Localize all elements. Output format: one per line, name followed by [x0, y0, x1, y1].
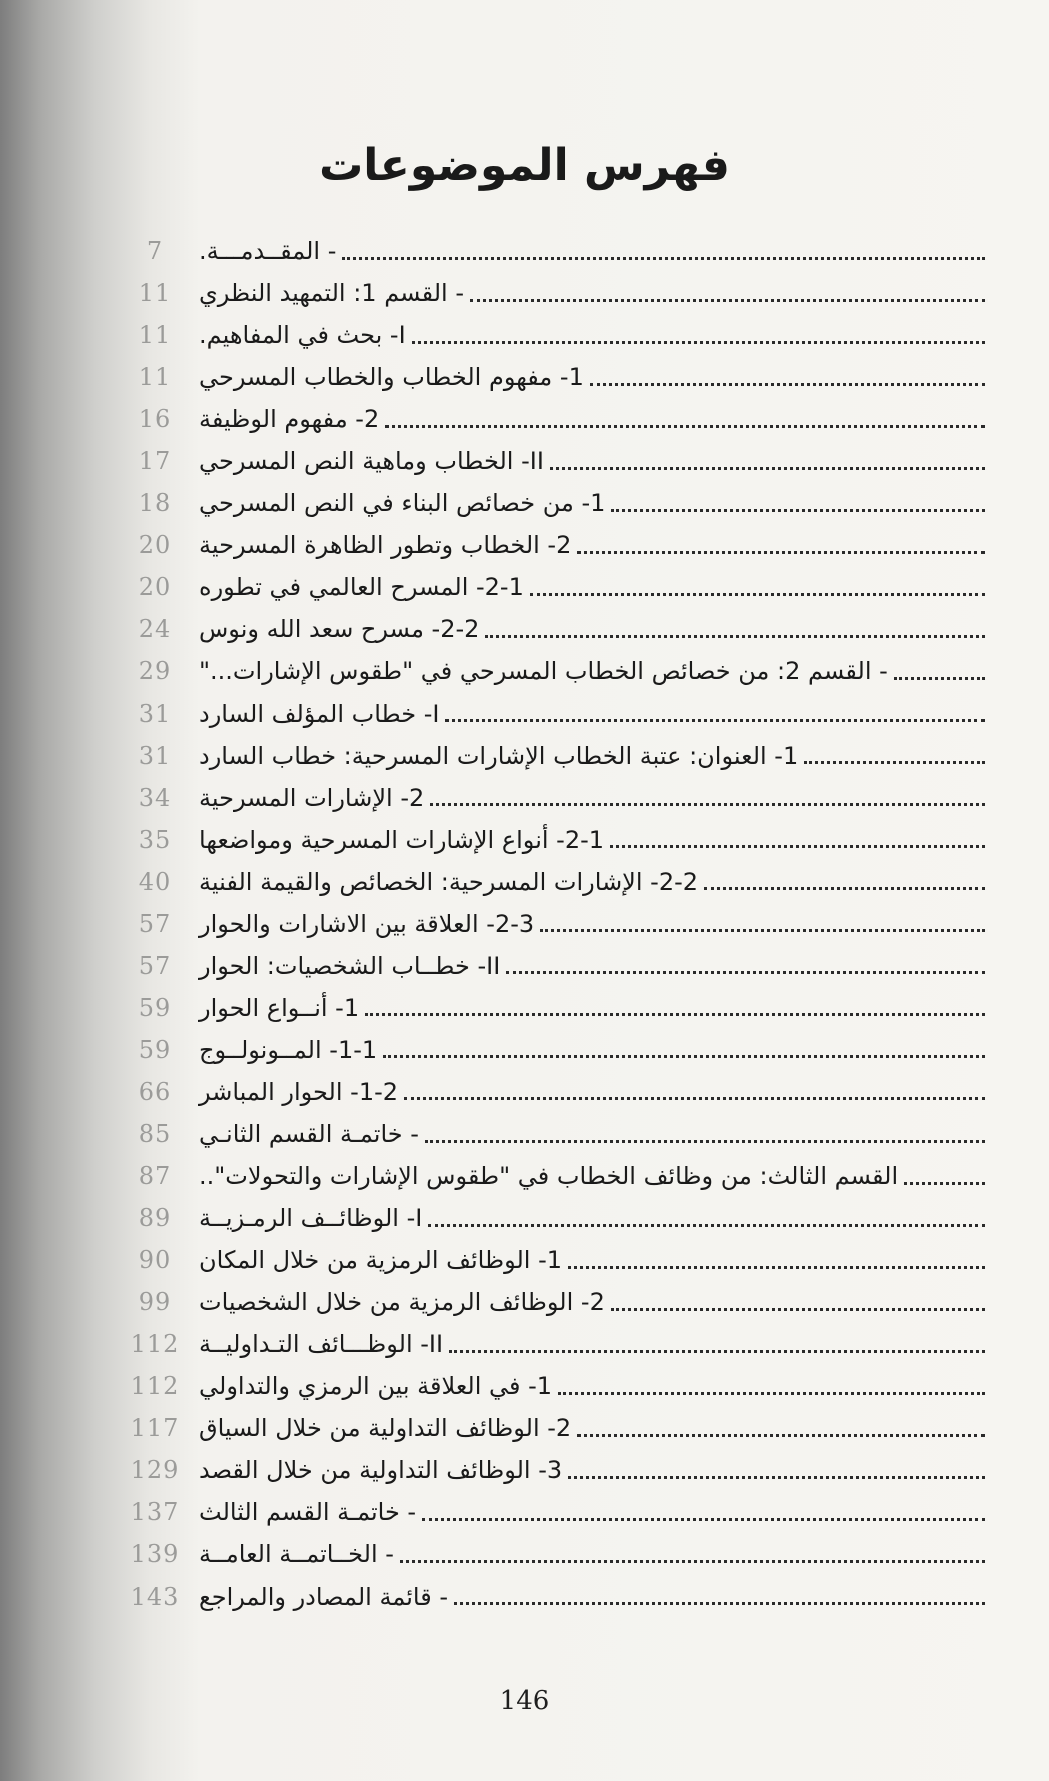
- toc-entry-line: [195, 524, 985, 566]
- dot-leader: [558, 1392, 985, 1395]
- toc-entry-title: 2-3- العلاقة بين الاشارات والحوار: [199, 909, 535, 938]
- toc-entry: [105, 1576, 985, 1618]
- toc-entry: [105, 650, 985, 692]
- toc-page-number: 57: [138, 909, 172, 938]
- toc-entry-line: [195, 903, 985, 945]
- toc-entry: [105, 230, 985, 272]
- toc-page-number: 57: [138, 951, 172, 980]
- toc-entry-line: [195, 650, 985, 692]
- toc-entry: [105, 524, 985, 566]
- toc-page-number: 117: [130, 1414, 180, 1443]
- toc-entry: [105, 314, 985, 356]
- toc-entry-line: [195, 482, 985, 524]
- toc-entry-line: [195, 987, 985, 1029]
- dot-leader: [610, 845, 985, 848]
- table-of-contents: [105, 230, 985, 1618]
- toc-page-number: 66: [138, 1077, 172, 1106]
- toc-page-number: 89: [138, 1204, 172, 1233]
- toc-entry-line: [195, 314, 985, 356]
- toc-page-number: 112: [130, 1330, 180, 1359]
- toc-entry-title: - المقــدمـــة.: [199, 237, 337, 266]
- toc-entry-title: I- الوظائــف الرمـزيــة: [199, 1204, 423, 1233]
- toc-entry-line: [195, 1491, 985, 1533]
- toc-entry: [105, 482, 985, 524]
- dot-leader: [425, 1140, 985, 1143]
- toc-entry: [105, 1239, 985, 1281]
- toc-page-number: 34: [138, 783, 172, 812]
- toc-entry-title: II- الخطاب وماهية النص المسرحي: [199, 447, 544, 476]
- toc-entry-line: [195, 819, 985, 861]
- dot-leader: [365, 1013, 985, 1016]
- toc-page-number: 20: [138, 531, 172, 560]
- dot-leader: [540, 929, 985, 932]
- toc-entry-line: [195, 1113, 985, 1155]
- toc-page-number: 129: [130, 1456, 180, 1485]
- dot-leader: [550, 467, 985, 470]
- toc-entry: [105, 1029, 985, 1071]
- dot-leader: [430, 803, 985, 806]
- toc-page-number: 17: [138, 447, 172, 476]
- dot-leader: [412, 341, 985, 344]
- toc-entry-line: [195, 735, 985, 777]
- dot-leader: [485, 635, 985, 638]
- toc-page-number: 31: [138, 741, 172, 770]
- toc-page-number: 35: [138, 825, 172, 854]
- toc-page-number: 143: [130, 1582, 180, 1611]
- toc-entry-line: [195, 1407, 985, 1449]
- dot-leader: [404, 1097, 985, 1100]
- dot-leader: [611, 1308, 985, 1311]
- toc-entry-line: [195, 608, 985, 650]
- toc-entry-title: 1- العنوان: عتبة الخطاب الإشارات المسرحية: خطاب السارد: [199, 741, 799, 770]
- toc-entry-title: 2- الوظائف التداولية من خلال السياق: [199, 1414, 572, 1443]
- dot-leader: [422, 1518, 985, 1521]
- toc-entry-line: [195, 1323, 985, 1365]
- toc-page-number: 11: [138, 321, 172, 350]
- toc-entry-title: - القسم 1: التمهيد النظري: [199, 279, 464, 308]
- toc-entry-title: 1- الوظائف الرمزية من خلال المكان: [199, 1246, 563, 1275]
- toc-entry-title: I- خطاب المؤلف السارد: [199, 699, 440, 728]
- toc-entry-line: [195, 440, 985, 482]
- toc-page-number: 18: [138, 489, 172, 518]
- toc-entry: [105, 356, 985, 398]
- toc-entry-line: [195, 356, 985, 398]
- toc-entry-title: 1- مفهوم الخطاب والخطاب المسرحي: [199, 363, 584, 392]
- toc-entry-title: 1- من خصائص البناء في النص المسرحي: [199, 489, 606, 518]
- toc-entry-title: - القسم 2: من خصائص الخطاب المسرحي في "طقوس الإشارات...": [199, 657, 888, 686]
- toc-entry: [105, 272, 985, 314]
- dot-leader: [568, 1266, 985, 1269]
- dot-leader: [470, 299, 985, 302]
- toc-entry-line: [195, 777, 985, 819]
- toc-page-number: 59: [138, 993, 172, 1022]
- toc-entry: [105, 1533, 985, 1575]
- toc-entry: [105, 903, 985, 945]
- dot-leader: [342, 257, 985, 260]
- page-title: فهرس الموضوعات: [319, 140, 730, 191]
- dot-leader: [530, 593, 985, 596]
- dot-leader: [445, 719, 985, 722]
- toc-entry: [105, 566, 985, 608]
- toc-entry: [105, 440, 985, 482]
- toc-entry: [105, 945, 985, 987]
- toc-entry-title: - خاتمـة القسم الثالث: [199, 1498, 417, 1527]
- toc-entry-title: 2-2- مسرح سعد الله ونوس: [199, 615, 480, 644]
- toc-entry-title: 1-1- المــونولــوج: [199, 1035, 378, 1064]
- toc-page-number: 31: [138, 699, 172, 728]
- toc-entry-line: [195, 398, 985, 440]
- toc-entry: [105, 693, 985, 735]
- toc-entry-title: القسم الثالث: من وظائف الخطاب في "طقوس الإشارات والتحولات"..: [199, 1162, 899, 1191]
- toc-page-number: 29: [138, 657, 172, 686]
- dot-leader: [385, 425, 985, 428]
- toc-entry: [105, 1407, 985, 1449]
- toc-page-number: 90: [138, 1246, 172, 1275]
- toc-entry-title: 1- أنــواع الحوار: [199, 993, 360, 1022]
- toc-entry: [105, 861, 985, 903]
- toc-page-number: 139: [130, 1540, 180, 1569]
- toc-page-number: 20: [138, 573, 172, 602]
- toc-entry: [105, 777, 985, 819]
- toc-page-number: 16: [138, 405, 172, 434]
- toc-entry-title: - الخــاتمــة العامــة: [199, 1540, 394, 1569]
- toc-entry-title: I- بحث في المفاهيم.: [199, 321, 406, 350]
- toc-entry: [105, 1365, 985, 1407]
- dot-leader: [577, 551, 985, 554]
- toc-entry: [105, 1449, 985, 1491]
- toc-entry-line: [195, 1281, 985, 1323]
- dot-leader: [804, 761, 985, 764]
- toc-page-number: 24: [138, 615, 172, 644]
- toc-entry-line: [195, 1071, 985, 1113]
- toc-page-number: 87: [138, 1162, 172, 1191]
- dot-leader: [568, 1476, 985, 1479]
- toc-page-number: 59: [138, 1035, 172, 1064]
- dot-leader: [590, 383, 985, 386]
- toc-page-number: 112: [130, 1372, 180, 1401]
- toc-entry: [105, 608, 985, 650]
- toc-entry-line: [195, 945, 985, 987]
- toc-entry: [105, 1491, 985, 1533]
- toc-page-number: 85: [138, 1120, 172, 1148]
- toc-entry-line: [195, 230, 985, 272]
- toc-page-number: 11: [138, 279, 172, 308]
- toc-entry-title: 2- الوظائف الرمزية من خلال الشخصيات: [199, 1288, 605, 1317]
- toc-entry-title: 2- الإشارات المسرحية: [199, 783, 425, 812]
- toc-entry-line: [195, 272, 985, 314]
- toc-page-number: 137: [130, 1498, 180, 1527]
- toc-entry-title: II- الوظـــائف التـداوليــة: [199, 1330, 444, 1359]
- toc-entry: [105, 1197, 985, 1239]
- page-number-footer: 146: [499, 1686, 550, 1716]
- toc-entry-line: [195, 1029, 985, 1071]
- dot-leader: [428, 1224, 985, 1227]
- toc-entry-title: 3- الوظائف التداولية من خلال القصد: [199, 1456, 563, 1485]
- toc-entry-title: 2-1- المسرح العالمي في تطوره: [199, 573, 524, 602]
- dot-leader: [894, 677, 985, 680]
- dot-leader: [704, 887, 985, 890]
- toc-entry-line: [195, 693, 985, 735]
- toc-entry-title: 2- مفهوم الوظيفة: [199, 405, 380, 434]
- toc-entry-line: [195, 1449, 985, 1491]
- dot-leader: [400, 1560, 985, 1563]
- toc-entry-title: - قائمة المصادر والمراجع: [199, 1582, 448, 1611]
- toc-entry-line: [195, 1533, 985, 1575]
- toc-entry-title: 1-2- الحوار المباشر: [199, 1077, 399, 1106]
- toc-entry-line: [195, 1365, 985, 1407]
- toc-entry-title: 1- في العلاقة بين الرمزي والتداولي: [199, 1372, 553, 1401]
- dot-leader: [577, 1434, 985, 1437]
- toc-entry: [105, 735, 985, 777]
- toc-entry: [105, 819, 985, 861]
- toc-entry-title: - خاتمـة القسم الثانـي: [199, 1120, 419, 1148]
- dot-leader: [383, 1055, 985, 1058]
- toc-page-number: 11: [138, 363, 172, 392]
- toc-entry: [105, 1323, 985, 1365]
- toc-entry: [105, 398, 985, 440]
- toc-entry-title: 2-2- الإشارات المسرحية: الخصائص والقيمة الفنية: [199, 867, 699, 896]
- toc-entry: [105, 1281, 985, 1323]
- dot-leader: [904, 1182, 985, 1185]
- toc-entry-title: 2- الخطاب وتطور الظاهرة المسرحية: [199, 531, 572, 560]
- toc-entry: [105, 1155, 985, 1197]
- dot-leader: [454, 1602, 985, 1605]
- toc-entry-line: [195, 1576, 985, 1618]
- dot-leader: [611, 509, 985, 512]
- toc-page-number: 40: [138, 867, 172, 896]
- toc-page-number: 99: [138, 1288, 172, 1317]
- toc-entry-title: II- خطــاب الشخصيات: الحوار: [199, 951, 501, 980]
- toc-page-number: 7: [146, 237, 164, 266]
- toc-entry-line: [195, 1197, 985, 1239]
- toc-entry-line: [195, 861, 985, 903]
- toc-entry: [105, 987, 985, 1029]
- toc-entry-line: [195, 1239, 985, 1281]
- toc-entry-line: [195, 566, 985, 608]
- toc-entry-title: 2-1- أنواع الإشارات المسرحية ومواضعها: [199, 825, 605, 854]
- toc-entry: [105, 1113, 985, 1155]
- dot-leader: [449, 1350, 985, 1353]
- toc-entry: [105, 1071, 985, 1113]
- toc-entry-line: [195, 1155, 985, 1197]
- dot-leader: [506, 971, 985, 974]
